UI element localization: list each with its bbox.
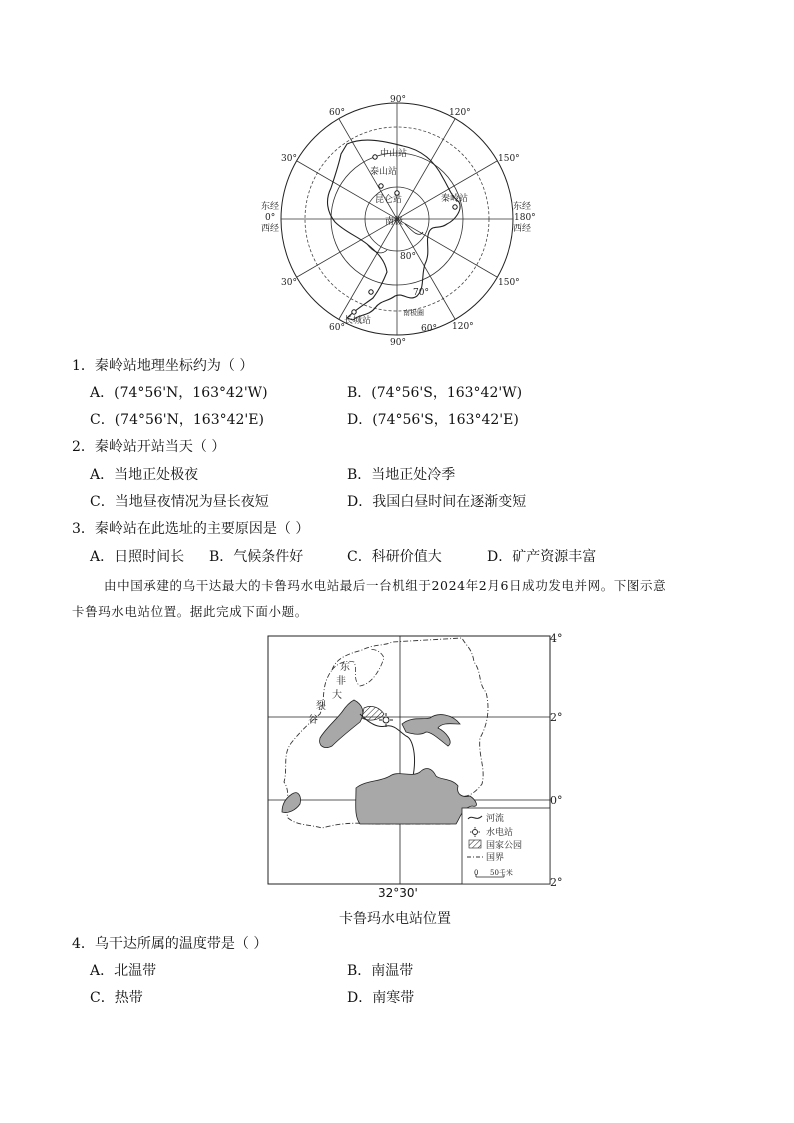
- question-4-stem: 4．乌干达所属的温度带是（ ）: [72, 936, 268, 952]
- rift-label-1: 东: [340, 662, 350, 673]
- intro-paragraph-line1: 由中国承建的乌干达最大的卡鲁玛水电站最后一台机组于2024年2月6日成功发电并网。下图示意: [104, 578, 667, 593]
- lon-label-0: 0°: [265, 213, 276, 223]
- rift-label-5: 谷: [308, 715, 318, 726]
- question-3-option-c[interactable]: C．科研价值大: [347, 549, 442, 565]
- legend-border: 国界: [486, 853, 505, 863]
- station-taishan: 泰山站: [370, 167, 398, 177]
- scale-label: 50千米: [490, 869, 513, 877]
- intro-paragraph-line2: 卡鲁玛水电站位置。据此完成下面小题。: [72, 604, 308, 619]
- lon-label-60-bottom-right: 60°: [421, 324, 437, 334]
- lon-label-east-right: 东经: [513, 202, 532, 212]
- station-zhongshan: 中山站: [380, 149, 408, 159]
- lat-label-70: 70°: [413, 288, 429, 298]
- question-2-option-a[interactable]: A．当地正处极夜: [90, 467, 199, 483]
- question-2-option-b[interactable]: B．当地正处冷季: [347, 467, 456, 483]
- lat-label-80: 80°: [400, 252, 416, 262]
- station-changcheng: 长城站: [344, 316, 372, 326]
- question-4-option-c[interactable]: C．热带: [90, 990, 143, 1006]
- lon-label-150-bottom-right: 150°: [498, 278, 520, 288]
- lon-label-60-top: 60°: [329, 108, 345, 118]
- lon-label-120-top: 120°: [449, 108, 471, 118]
- lon-label-west-right: 西经: [513, 224, 532, 234]
- question-2-stem: 2．秦岭站开站当天（ ）: [72, 439, 226, 455]
- question-2-option-c[interactable]: C．当地昼夜情况为昼长夜短: [90, 494, 269, 510]
- uganda-map-caption: 卡鲁玛水电站位置: [339, 911, 451, 927]
- question-2-option-d[interactable]: D．我国白昼时间在逐渐变短: [347, 494, 527, 510]
- station-qinling: 秦岭站: [441, 194, 469, 204]
- question-1-option-a[interactable]: A．(74°56'N，163°42'W): [90, 385, 268, 401]
- question-1-stem: 1．秦岭站地理坐标约为（ ）: [72, 358, 254, 374]
- lat-label-2n: 2°: [550, 711, 563, 724]
- lat-label-0: 0°: [550, 794, 563, 807]
- question-4-option-a[interactable]: A．北温带: [90, 963, 157, 979]
- lon-label-90-top: 90°: [390, 95, 406, 105]
- lon-label-150-right: 150°: [498, 154, 520, 164]
- question-4-option-b[interactable]: B．南温带: [347, 963, 414, 979]
- question-1-option-c[interactable]: C．(74°56'N，163°42'E): [90, 412, 264, 428]
- lon-label-30-left: 30°: [281, 154, 297, 164]
- legend-river: 河流: [486, 814, 505, 824]
- uganda-karuma-map: [262, 628, 572, 892]
- station-kunlun: 昆仑站: [375, 195, 403, 205]
- longitude-label: 32°30': [378, 886, 418, 900]
- question-1-option-d[interactable]: D．(74°56'S，163°42'E): [347, 412, 519, 428]
- lon-label-east-left: 东经: [261, 202, 280, 212]
- question-3-option-d[interactable]: D．矿产资源丰富: [487, 549, 597, 565]
- lon-label-60-bottom: 60°: [329, 323, 345, 333]
- legend-hydropower: 水电站: [486, 828, 514, 838]
- lon-label-90-bottom: 90°: [390, 338, 406, 348]
- question-3-option-b[interactable]: B．气候条件好: [209, 549, 304, 565]
- antarctic-polar-map: [255, 92, 540, 354]
- rift-label-2: 非: [336, 676, 346, 687]
- scale-zero: 0: [474, 869, 479, 877]
- rift-label-3: 大: [332, 690, 342, 701]
- antarctic-circle-label: 南极圈: [403, 309, 424, 317]
- question-4-option-d[interactable]: D．南寒带: [347, 990, 415, 1006]
- lon-label-west-left: 西经: [261, 224, 280, 234]
- south-pole-label: 南极: [385, 217, 404, 227]
- lat-label-2s: 2°: [550, 876, 563, 889]
- lat-label-4n: 4°: [550, 632, 563, 645]
- question-3-option-a[interactable]: A．日照时间长: [90, 549, 185, 565]
- question-3-stem: 3．秦岭站在此选址的主要原因是（ ）: [72, 521, 310, 537]
- question-1-option-b[interactable]: B．(74°56'S，163°42'W): [347, 385, 523, 401]
- rift-label-4: 裂: [316, 701, 326, 712]
- lon-label-180: 180°: [514, 213, 536, 223]
- lon-label-120-bottom-right: 120°: [452, 322, 474, 332]
- lon-label-30-bottom-left: 30°: [281, 278, 297, 288]
- legend-national-park: 国家公园: [486, 841, 523, 851]
